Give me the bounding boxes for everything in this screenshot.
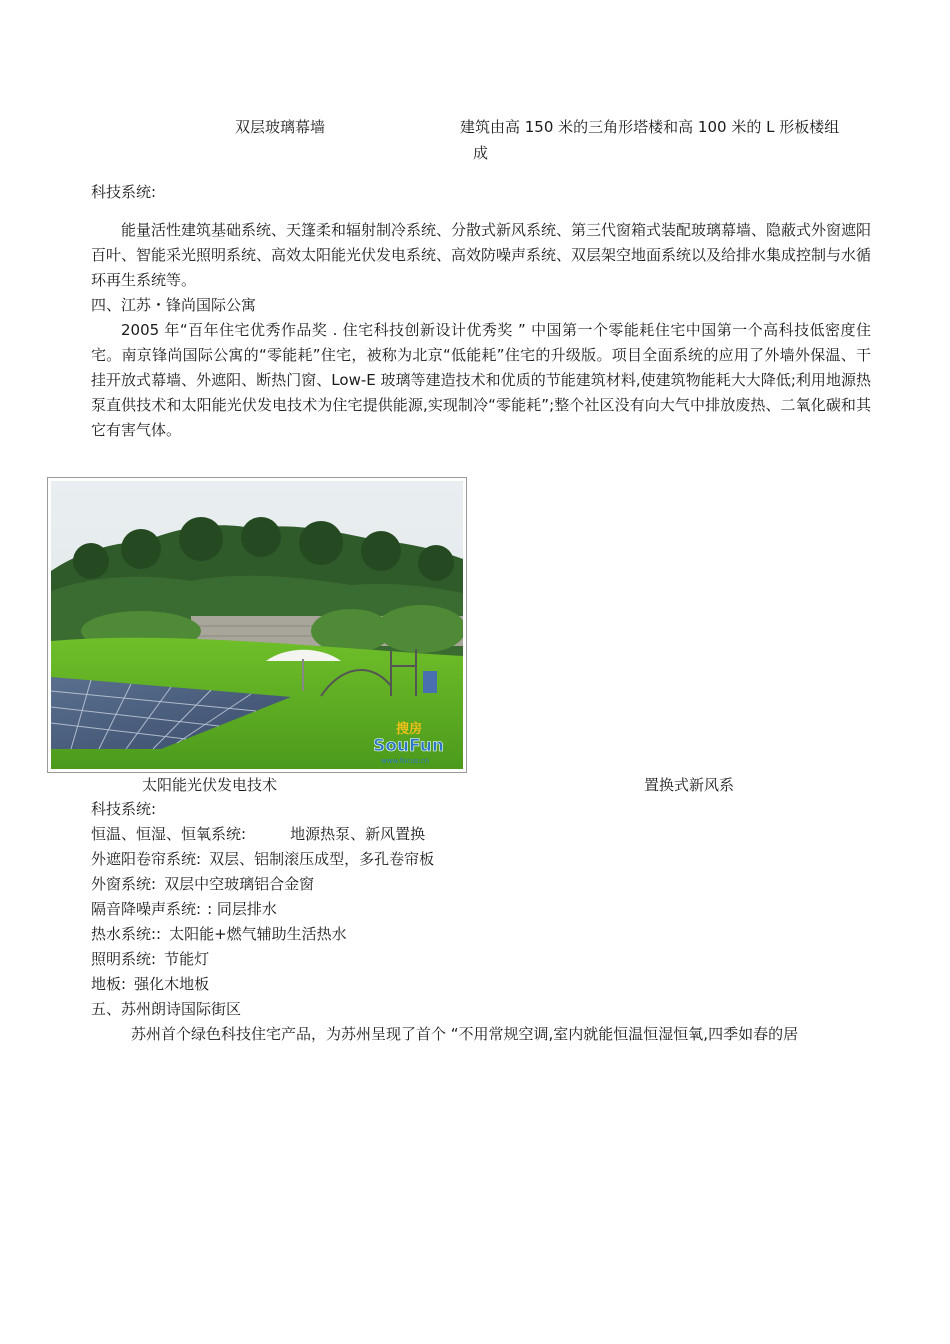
- caption-solar-pv: 太阳能光伏发电技术: [142, 776, 278, 794]
- svg-text:SouFun: SouFun: [373, 736, 444, 756]
- tech-item-constant-system: [91, 822, 425, 847]
- tech-item-value: 强化木地板: [134, 975, 210, 993]
- suzhou-paragraph: 苏州首个绿色科技住宅产品，为苏州呈现了首个 “不用常规空调,室内就能恒温恒湿恒氧,四季如春的居: [131, 1025, 799, 1043]
- tech-item-label: 地板:: [91, 975, 127, 993]
- tech-item-value: 双层中空玻璃铝合金窗: [164, 875, 315, 893]
- tech-item-label: 恒温、恒湿、恒氧系统:: [91, 825, 247, 843]
- caption-building-height-line2: 成: [473, 144, 489, 162]
- caption-building-height-line1: 建筑由高 150 米的三角形塔楼和高 100 米的 L 形板楼组: [460, 118, 840, 136]
- tech-item-value: 太阳能+燃气辅助生活热水: [169, 925, 347, 943]
- tech-item-value: 地源热泵、新风置换: [290, 825, 426, 843]
- tech-item-hot-water: [91, 922, 347, 947]
- tech-item-label: 隔音降噪声系统:: [91, 900, 202, 918]
- caption-double-glass-curtain-wall: 双层玻璃幕墙: [235, 118, 326, 136]
- tech-item-label: 外窗系统:: [91, 875, 157, 893]
- tech-system-paragraph: 能量活性建筑基础系统、天篷柔和辐射制冷系统、分散式新风系统、第三代窗箱式装配玻璃幕墙、隐蔽式外窗遮阳百叶、智能采光照明系统、高效太阳能光伏发电系统、高效防噪声系统、双层架空地面系统以及给排水集成控制与水循环再生系统等。: [91, 221, 872, 289]
- section-heading-fengshang: 四、江苏・锋尚国际公寓: [91, 296, 257, 314]
- tech-item-value: 节能灯: [164, 950, 210, 968]
- svg-text:www.focus.cn: www.focus.cn: [381, 757, 429, 765]
- tech-item-label: 照明系统:: [91, 950, 157, 968]
- solar-panel-photo: [47, 477, 467, 773]
- tech-item-flooring: [91, 972, 209, 997]
- fengshang-paragraph: 2005 年“百年住宅优秀作品奖 . 住宅科技创新设计优秀奖 ” 中国第一个零能耗住宅中国第一个高科技低密度住宅。南京锋尚国际公寓的“零能耗”住宅，被称为北京“低能耗”住宅的升级版。项目全面系统的应用了外墙外保温、干挂开放式幕墙、外遮阳、断热门窗、Low-E 玻璃等建造技术和优质的节能建筑材料,使建筑物能耗大大降低;利用地源热泵直供技术和太阳能光伏发电技术为住宅提供能源,实现制冷“零能耗”;整个社区没有向大气中排放废热、二氧化碳和其它有害气体。: [91, 321, 871, 439]
- section-heading-tech-system-2: 科技系统:: [91, 800, 157, 818]
- tech-item-window-system: [91, 872, 314, 897]
- tech-item-value: 双层、铝制滚压成型，多孔卷帘板: [209, 850, 435, 868]
- section-heading-suzhou-landsea: 五、苏州朗诗国际街区: [91, 1000, 242, 1018]
- tech-item-lighting: [91, 947, 209, 972]
- tech-item-label: 外遮阳卷帘系统:: [91, 850, 202, 868]
- svg-text:搜房: 搜房: [396, 722, 423, 737]
- tech-item-value: : 同层排水: [207, 900, 277, 918]
- caption-displacement-ventilation: 置换式新风系: [644, 776, 735, 794]
- tech-item-label: 热水系统::: [91, 925, 162, 943]
- section-heading-tech-system: 科技系统:: [91, 183, 157, 201]
- tech-item-noise-system: [91, 897, 277, 922]
- tech-item-shading-roller: [91, 847, 434, 872]
